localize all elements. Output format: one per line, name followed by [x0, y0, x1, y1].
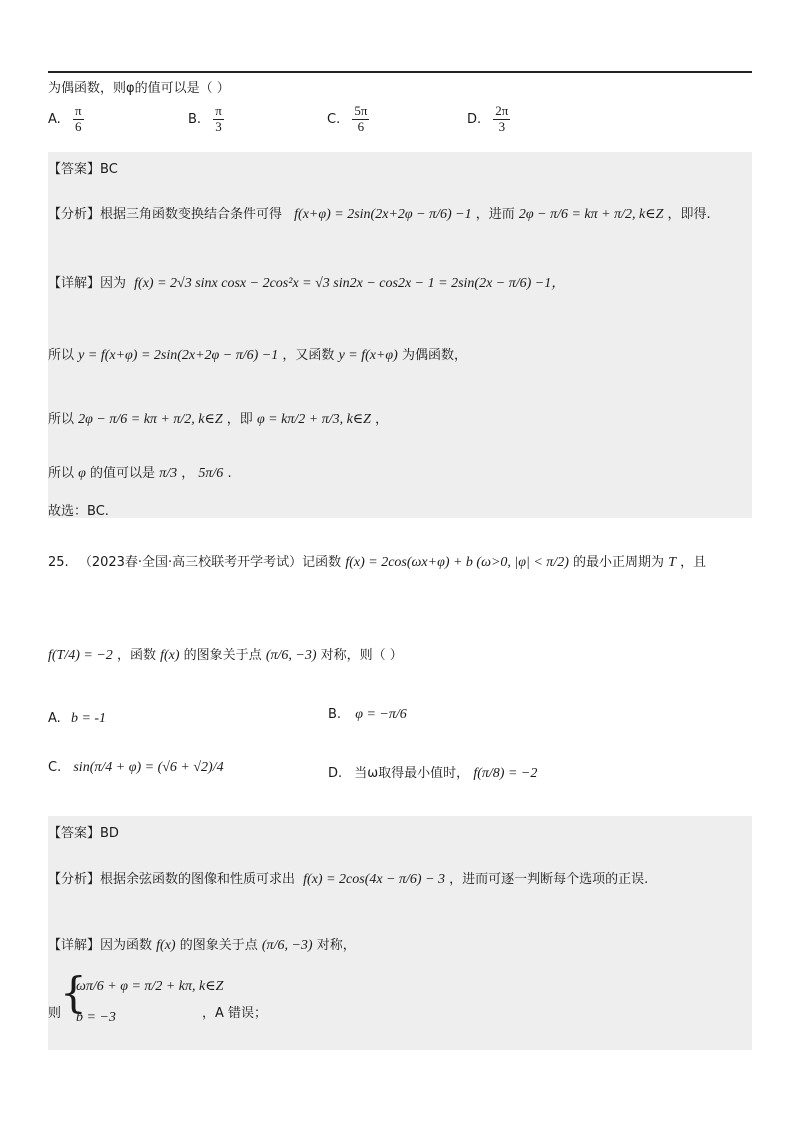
q25-system-eq1: ωπ/6 + φ = π/2 + kπ, k∈Z	[76, 979, 224, 994]
q25-option-b[interactable]: B. φ = −π/6	[328, 707, 407, 722]
q25-answer-panel	[48, 816, 752, 1050]
q24-option-d[interactable]: D. $\frac{2\pi}{3}$	[467, 103, 509, 134]
q25-stem: 25. （2023春·全国·高三校联考开学考试）记函数 f(x) = 2cos(ωx+φ) + b (ω>0, |φ| < π/2) 的最小正周期为 T ，且	[48, 555, 707, 570]
q25-system-eq2: b = −3	[76, 1010, 116, 1025]
q25-detail: 【详解】因为函数 f(x) 的图象关于点 (π/6, −3) 对称，	[48, 938, 356, 953]
q24-so-line-1: 所以 y = f(x+φ) = 2sin(2x+2φ − π/6) −1 ，又函数 y = f(x+φ) 为偶函数，	[48, 348, 467, 363]
q24-choose: 故选：BC.	[48, 504, 109, 519]
q24-option-c[interactable]: C. $\frac{5\pi}{6}$	[327, 103, 368, 134]
q24-stem-tail: 为偶函数，则φ的值可以是（ ）	[48, 81, 230, 96]
header-rule	[48, 71, 752, 73]
q24-so-line-3: 所以 φ 的值可以是 π/3 ， 5π/6 .	[48, 466, 232, 481]
q25-then-end: ，A 错误；	[202, 1006, 268, 1021]
q25-option-a[interactable]: A. b = -1	[48, 711, 107, 726]
q24-analysis: 【分析】根据三角函数变换结合条件可得 f(x+φ) = 2sin(2x+2φ − π/6) −1 ，进而 2φ − π/6 = kπ + π/2, k∈Z ，即得.	[48, 207, 711, 222]
q25-condition: f(T/4) = −2 ，函数 f(x) 的图象关于点 (π/6, −3) 对称，则（ ）	[48, 648, 403, 663]
system-brace: {	[60, 968, 87, 1017]
q25-option-c[interactable]: C. sin(π/4 + φ) = (√6 + √2)/4	[48, 760, 224, 775]
q24-detail: 【详解】因为 f(x) = 2√3 sinx cosx − 2cos²x = √3 sin2x − cos2x − 1 = 2sin(2x − π/6) −1，	[48, 276, 566, 291]
q25-number: 25.	[48, 555, 69, 570]
q24-answer: 【答案】BC	[48, 162, 118, 177]
q24-option-a[interactable]: A. $\frac{\pi}{6}$	[48, 103, 82, 134]
q24-option-a-label: A.	[48, 111, 61, 127]
q25-analysis: 【分析】根据余弦函数的图像和性质可求出 f(x) = 2cos(4x − π/6) − 3 ，进而可逐一判断每个选项的正误.	[48, 872, 649, 887]
q25-option-d[interactable]: D. 当ω取得最小值时， f(π/8) = −2	[328, 766, 538, 781]
q24-option-b[interactable]: B. $\frac{\pi}{3}$	[188, 103, 222, 134]
q25-then: 则	[48, 1006, 62, 1021]
q24-so-line-2: 所以 2φ − π/6 = kπ + π/2, k∈Z ，即 φ = kπ/2 + π/3, k∈Z ，	[48, 412, 389, 427]
q25-answer: 【答案】BD	[48, 826, 119, 841]
